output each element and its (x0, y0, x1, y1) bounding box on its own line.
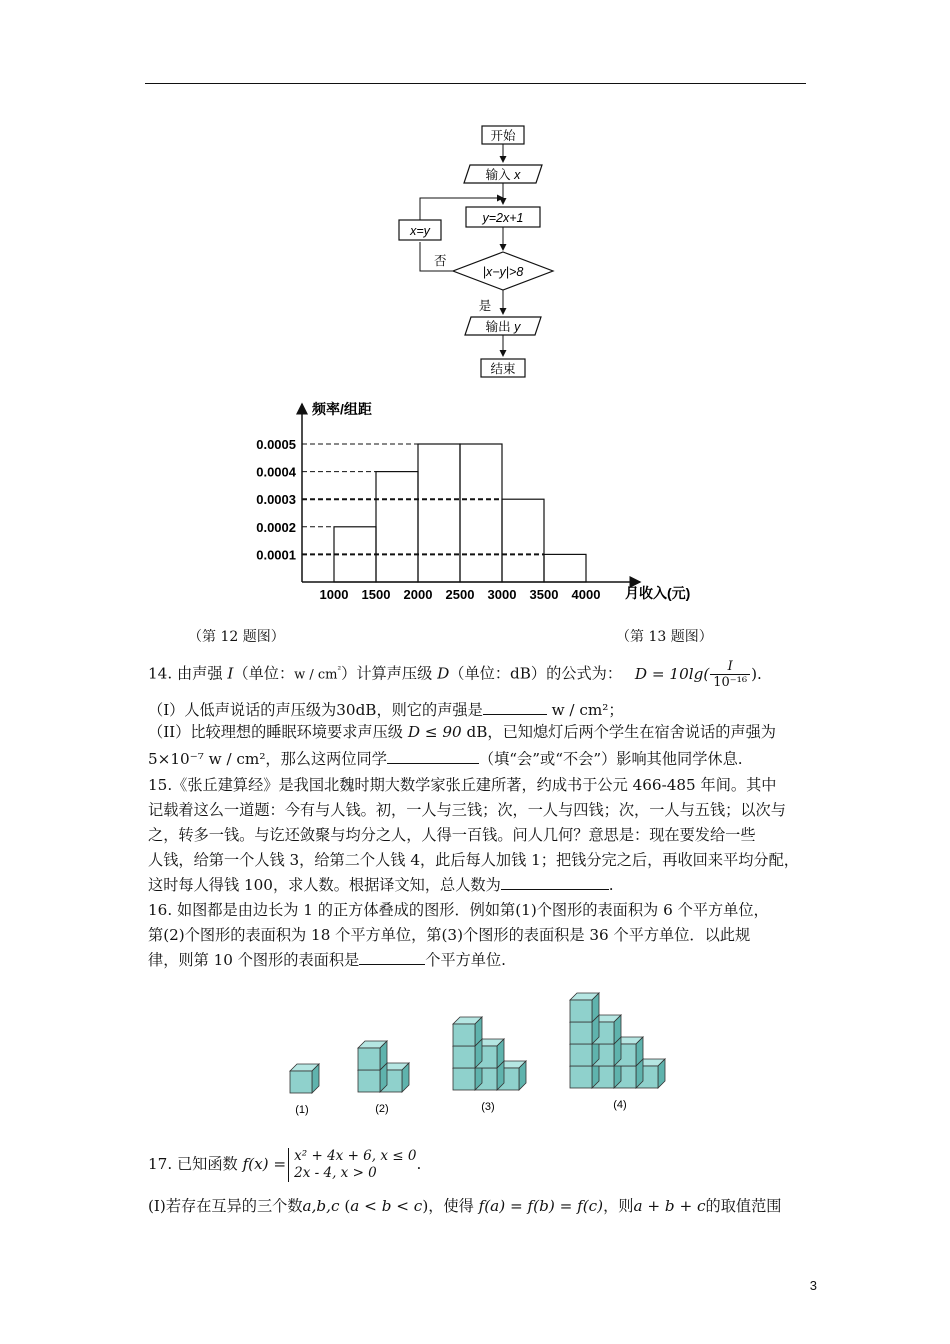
q17-part1: (I)若存在互异的三个数a,b,c (a < b < c)，使得 f(a) = f(b) = f(c)，则a + b + c的取值范围 (148, 1197, 782, 1215)
q14-part2-cont: 5×10⁻⁷ w / cm²，那么这两位同学 （填“会”或“不会”）影响其他同学休息. (148, 750, 743, 768)
cube-label-4: (4) (613, 1099, 627, 1111)
flow-start-label: 开始 (490, 129, 516, 143)
q15-blank (501, 875, 609, 890)
x-tick-label: 1500 (361, 587, 391, 602)
cube-label-2: (2) (375, 1103, 389, 1115)
flow-no-label: 否 (434, 254, 447, 268)
cube-fig1 (290, 1064, 319, 1093)
q15-line4: 人钱，给第一个人钱 3，给第二个人钱 4，此后每人加钱 1；把钱分完之后，再收回来平均分配， (148, 851, 799, 869)
histogram-bar (460, 444, 502, 582)
caption-q12: （第 12 题图） (188, 629, 285, 645)
q14-part1: （I）人低声说话的声压级为30dB，则它的声强是 w / cm²； (148, 701, 624, 719)
cube-fig2 (358, 1041, 387, 1070)
header-rule (145, 83, 806, 84)
x-tick-label: 1000 (319, 587, 349, 602)
svg-text:输入 x: 输入 x (485, 168, 521, 182)
q16-line1: 16. 如图都是由边长为 1 的正方体叠成的图形．例如第(1)个图形的表面积为 6 个平方单位， (148, 901, 769, 919)
y-tick-label: 0.0005 (256, 437, 296, 452)
q17-piecewise: x² + 4x + 6, x ≤ 0 2x - 4, x > 0 (288, 1148, 416, 1182)
x-tick-label: 3000 (487, 587, 517, 602)
flow-process-label: y=2x+1 (482, 211, 524, 225)
q16-blank (359, 950, 425, 965)
cube-stack-figures (270, 975, 690, 1120)
histogram-bar (418, 444, 460, 582)
flow-decision-label: |x−y|>8 (482, 265, 524, 279)
q14-part2: （II）比较理想的睡眠环境要求声压级 D ≤ 90 dB，已知熄灯后两个学生在宿舍说话的声强为 (148, 723, 776, 741)
q15-line1: 15.《张丘建算经》是我国北魏时期大数学家张丘建所著，约成书于公元 466-485 年间。其中 (148, 776, 777, 794)
q14-blank2 (387, 749, 479, 764)
histogram-bar (544, 554, 586, 582)
cube-fig3 (453, 1017, 482, 1046)
x-tick-label: 2000 (403, 587, 433, 602)
x-tick-label: 4000 (571, 587, 601, 602)
histogram-bar (502, 499, 544, 582)
flowchart (385, 118, 575, 384)
q16-line2: 第(2)个图形的表面积为 18 个平方单位，第(3)个图形的表面积是 36 个平方单位．以此规 (148, 926, 751, 944)
histogram-bar (376, 472, 418, 582)
q14-fraction: $\frac{I}{\text{10⁻¹⁶}}$ (710, 659, 750, 690)
flow-end-label: 结束 (490, 362, 516, 376)
cube-label-1: (1) (295, 1104, 309, 1116)
y-tick-label: 0.0004 (256, 464, 296, 480)
income-histogram (240, 392, 710, 612)
q14-line1: 14. 由声强 I（单位：w / $cm^{^2}$）计算声压级 D（单位：dB）的公式为： D = 10lg( $\frac{I}{\text{10⁻¹⁶}}$ ). (148, 659, 762, 690)
x-tick-label: 3500 (529, 587, 559, 602)
page-number: 3 (809, 1278, 817, 1293)
q17-line1: 17. 已知函数 f(x) = x² + 4x + 6, x ≤ 0 2x - 4, x > 0 . (148, 1148, 422, 1181)
flow-assign-label: x=y (410, 224, 430, 238)
y-tick-label: 0.0002 (256, 519, 296, 535)
q14-blank1 (483, 700, 547, 715)
y-tick-label: 0.0001 (256, 547, 296, 563)
caption-q13: （第 13 题图） (616, 629, 713, 645)
q15-line2: 记载着这么一道题：今有与人钱。初，一人与三钱；次，一人与四钱；次，一人与五钱；以次与 (148, 801, 786, 819)
y-axis-label: 频率/组距 (312, 401, 372, 417)
x-tick-label: 2500 (445, 587, 475, 602)
flow-yes-label: 是 (478, 299, 492, 313)
cube-fig4 (570, 993, 599, 1022)
y-tick-label: 0.0003 (256, 492, 296, 508)
q15-line3: 之，转多一钱。与讫还敛聚与均分之人，人得一百钱。问人几何？意思是：现在要发给一些 (148, 826, 756, 844)
q16-line3: 律，则第 10 个图形的表面积是 个平方单位. (148, 951, 506, 969)
cube-label-3: (3) (481, 1101, 495, 1113)
q15-line5: 这时每人得钱 100，求人数。根据译文知，总人数为 . (148, 876, 614, 894)
x-axis-label: 月收入(元) (625, 585, 691, 601)
svg-text:输出 y: 输出 y (485, 320, 521, 334)
